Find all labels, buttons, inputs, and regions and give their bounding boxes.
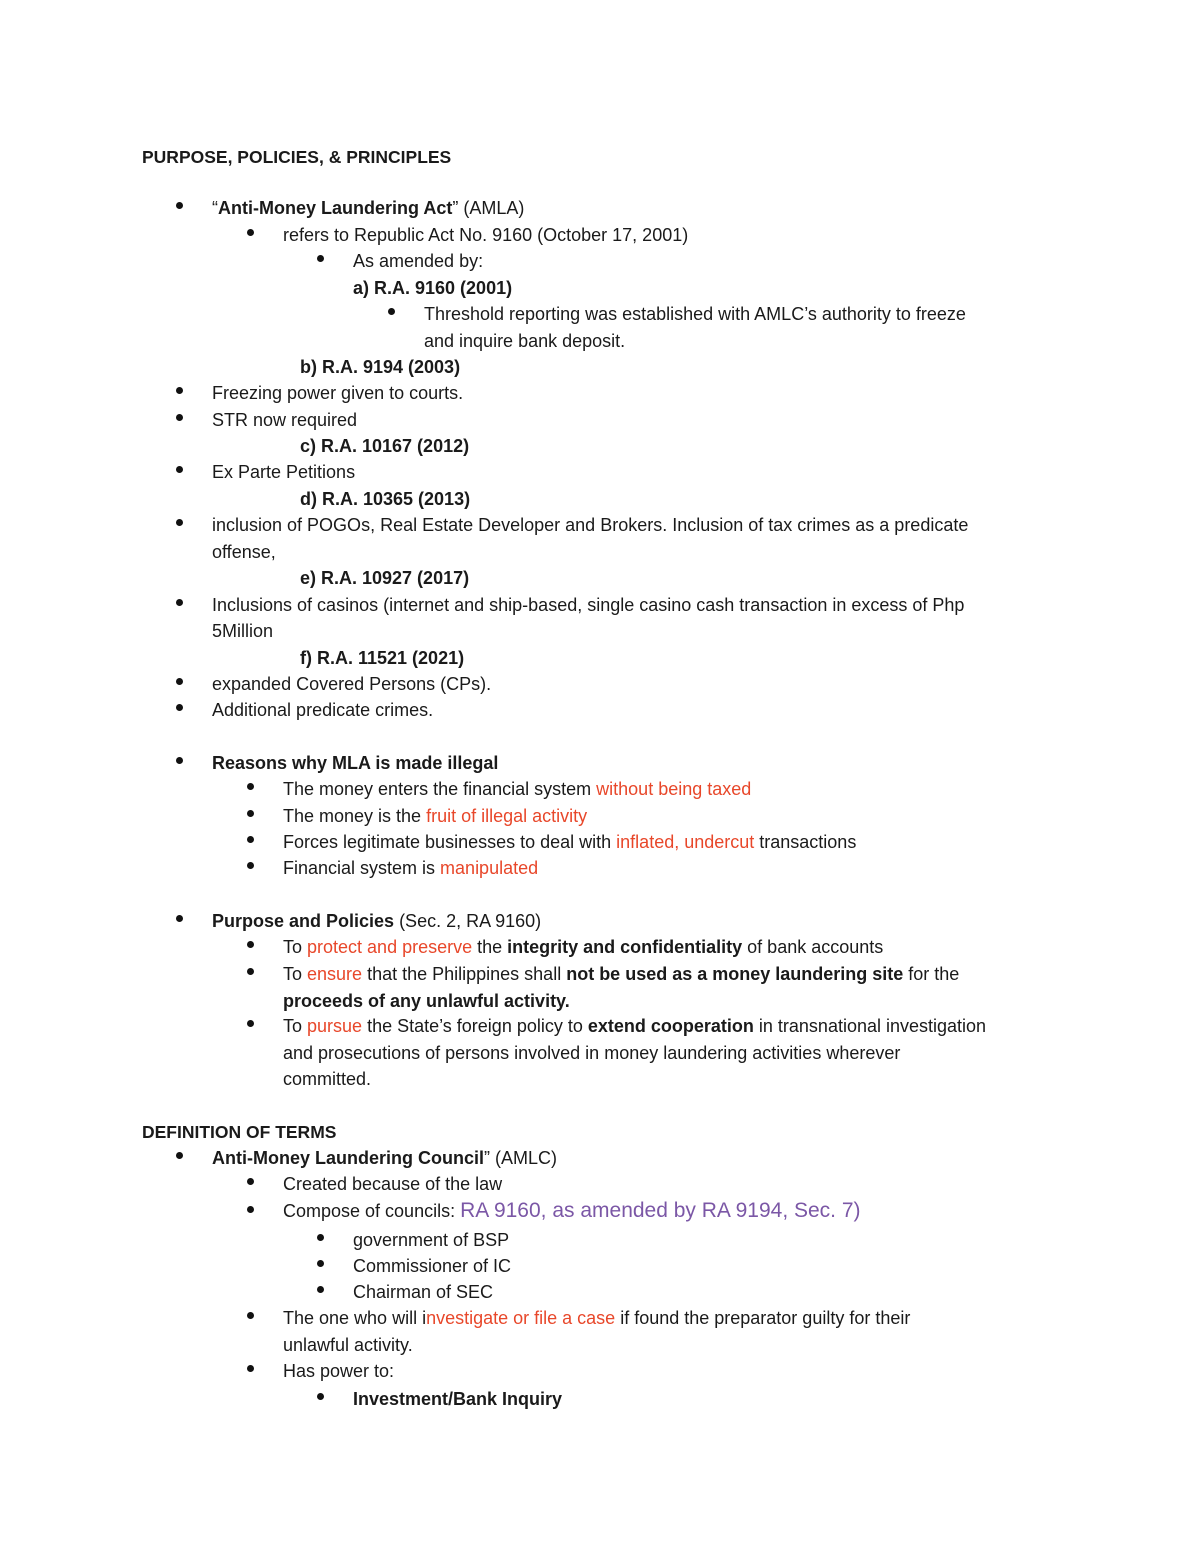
bullet-icon	[317, 1234, 324, 1241]
bullet-icon	[247, 1365, 254, 1372]
amendment-a-note: Threshold reporting was established with AMLC’s authority to freeze	[424, 304, 966, 324]
bullet-icon	[317, 1260, 324, 1267]
amendment-c-note: Ex Parte Petitions	[212, 462, 356, 482]
amendment-e-label: e) R.A. 10927 (2017)	[300, 568, 470, 588]
amendment-c-label: c) R.A. 10167 (2012)	[300, 436, 470, 456]
bullet-icon	[176, 466, 183, 473]
amendment-d-note-cont: offense,	[212, 542, 276, 562]
amlc-power-label: Has power to:	[283, 1361, 395, 1381]
amlc-item: Anti-Money Laundering Council” (AMLC)	[212, 1148, 557, 1168]
amendment-a-note-cont: and inquire bank deposit.	[424, 331, 626, 351]
bullet-icon	[176, 678, 183, 685]
bullet-icon	[247, 229, 254, 236]
amla-item: “Anti-Money Laundering Act” (AMLA)	[212, 198, 525, 218]
amendment-a-label: a) R.A. 9160 (2001)	[353, 278, 513, 298]
bullet-icon	[176, 414, 183, 421]
amendment-d-label: d) R.A. 10365 (2013)	[300, 489, 471, 509]
amendment-d-note: inclusion of POGOs, Real Estate Developer and Brokers. Inclusion of tax crimes as a predicate	[212, 515, 969, 535]
bullet-icon	[247, 941, 254, 948]
council-member: Chairman of SEC	[353, 1282, 494, 1302]
reason-item: The money is the fruit of illegal activity	[283, 806, 588, 826]
purpose-item-cont: proceeds of any unlawful activity.	[283, 991, 570, 1011]
bullet-icon	[247, 1206, 254, 1213]
amendment-f-note: Additional predicate crimes.	[212, 700, 434, 720]
bullet-icon	[176, 202, 183, 209]
purpose-item-cont: and prosecutions of persons involved in money laundering activities wherever	[283, 1043, 901, 1063]
purpose-item: To protect and preserve the integrity and confidentiality of bank accounts	[283, 937, 884, 957]
bullet-icon	[317, 1286, 324, 1293]
reason-item: The money enters the financial system without being taxed	[283, 779, 752, 799]
bullet-icon	[176, 915, 183, 922]
bullet-icon	[176, 1152, 183, 1159]
amendment-b-note: Freezing power given to courts.	[212, 383, 464, 403]
amendment-b-note: STR now required	[212, 410, 358, 430]
amlc-power-item: Investment/Bank Inquiry	[353, 1389, 563, 1409]
amla-refers: refers to Republic Act No. 9160 (October 17, 2001)	[283, 225, 689, 245]
amlc-investigate: The one who will investigate or file a case if found the preparator guilty for their	[283, 1308, 911, 1328]
amendment-e-note: Inclusions of casinos (internet and ship-based, single casino cash transaction in excess of Php	[212, 595, 965, 615]
bullet-icon	[176, 387, 183, 394]
amlc-compose: Compose of councils: RA 9160, as amended by RA 9194, Sec. 7)	[283, 1199, 861, 1222]
reason-item: Financial system is manipulated	[283, 858, 539, 878]
bullet-icon	[247, 836, 254, 843]
amendment-b-label: b) R.A. 9194 (2003)	[300, 357, 461, 377]
bullet-icon	[176, 704, 183, 711]
purpose-item: To pursue the State’s foreign policy to extend cooperation in transnational investigation	[283, 1016, 987, 1036]
amended-by-label: As amended by:	[353, 251, 484, 271]
bullet-icon	[247, 783, 254, 790]
bullet-icon	[176, 599, 183, 606]
amlc-investigate-cont: unlawful activity.	[283, 1335, 413, 1355]
purpose-item-cont: committed.	[283, 1069, 372, 1089]
bullet-icon	[247, 968, 254, 975]
bullet-icon	[247, 1020, 254, 1027]
bullet-icon	[247, 862, 254, 869]
reasons-heading: Reasons why MLA is made illegal	[212, 753, 499, 773]
reason-item: Forces legitimate businesses to deal with inflated, undercut transactions	[283, 832, 857, 852]
bullet-icon	[317, 1393, 324, 1400]
bullet-icon	[247, 810, 254, 817]
council-member: government of BSP	[353, 1230, 510, 1250]
amlc-created: Created because of the law	[283, 1174, 503, 1194]
bullet-icon	[388, 308, 395, 315]
bullet-icon	[176, 757, 183, 764]
bullet-icon	[247, 1312, 254, 1319]
section-heading-definitions: DEFINITION OF TERMS	[142, 1122, 337, 1142]
bullet-icon	[176, 519, 183, 526]
bullet-icon	[317, 255, 324, 262]
amendment-f-note: expanded Covered Persons (CPs).	[212, 674, 492, 694]
amendment-f-label: f) R.A. 11521 (2021)	[300, 648, 465, 668]
amendment-e-note-cont: 5Million	[212, 621, 274, 641]
purpose-item: To ensure that the Philippines shall not be used as a money laundering site for the	[283, 964, 960, 984]
section-heading-purpose: PURPOSE, POLICIES, & PRINCIPLES	[142, 147, 452, 167]
purpose-heading: Purpose and Policies (Sec. 2, RA 9160)	[212, 911, 542, 931]
council-member: Commissioner of IC	[353, 1256, 512, 1276]
bullet-icon	[247, 1178, 254, 1185]
